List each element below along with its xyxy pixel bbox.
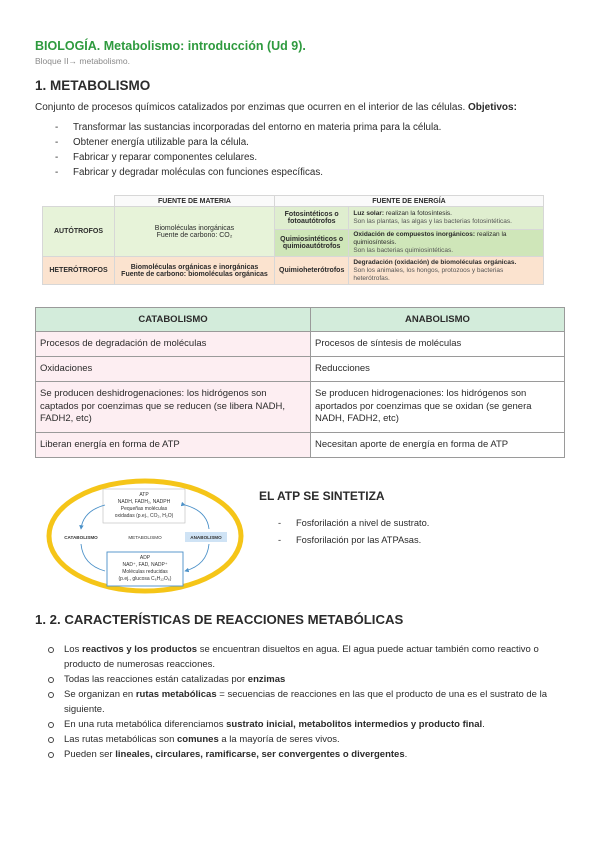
cell-fotoautotrofos: Fotosintéticos o fotoautótrofos <box>275 207 349 230</box>
cell-text: realizan la quimiosíntesis. <box>353 231 507 246</box>
item-bold: rutas metabólicas <box>135 689 217 700</box>
cell-text: Fuente de carbono: CO₂ <box>156 231 233 239</box>
nutrition-table <box>42 195 544 285</box>
table-row <box>36 332 565 357</box>
table-row <box>36 357 565 382</box>
breadcrumb: Bloque II→ metabolismo. <box>35 56 130 66</box>
table-row <box>36 382 565 433</box>
cell-text: realizan la fotosíntesis. <box>385 210 452 217</box>
page-title: BIOLOGÍA. Metabolismo: introducción (Ud 9). <box>35 39 306 53</box>
intro-bold: Objetivos: <box>468 102 517 113</box>
row-header-heterotrofos: HETERÓTROFOS <box>43 257 115 285</box>
table-cell: Liberan energía en forma de ATP <box>36 433 311 458</box>
item-text: Pueden ser <box>64 749 116 760</box>
list-item <box>46 687 566 717</box>
table-row <box>43 196 544 207</box>
cell-quimioautotrofos: Quimiosintéticos o quimioautótrofos <box>275 230 349 257</box>
diagram-label: ATP <box>139 492 149 498</box>
item-text: Los <box>64 644 82 655</box>
item-bold: comunes <box>177 734 219 745</box>
table-row <box>43 257 544 285</box>
col-header-anabolismo: ANABOLISMO <box>311 308 565 332</box>
item-text: a la mayoría de seres vivos. <box>218 734 340 745</box>
section-heading-caracteristicas: 1. 2. CARACTERÍSTICAS DE REACCIONES METABÓLICAS <box>35 612 404 627</box>
table-cell: Necesitan aporte de energía en forma de ATP <box>311 433 565 458</box>
table-cell: Oxidaciones <box>36 357 311 382</box>
list-item <box>46 747 566 762</box>
cell-materia-autotrofos <box>115 207 275 257</box>
diagram-label: Pequeñas moléculas <box>120 506 168 512</box>
intro-text: Conjunto de procesos químicos catalizados por enzimas que ocurren en el interior de las células. <box>35 102 466 113</box>
table-corner <box>43 196 115 207</box>
list-item: - Fabricar y reparar componentes celulares. <box>55 150 441 165</box>
cell-fotosintesis-desc <box>349 207 544 230</box>
cell-text: Son los animales, los hongos, protozoos y bacterias heterótrofas. <box>353 266 504 282</box>
cell-quimioheterotrofos: Quimioheterótrofos <box>275 257 349 285</box>
diagram-label: ADP <box>139 555 151 561</box>
item-bold: enzimas <box>247 674 286 685</box>
table-cell: Procesos de síntesis de moléculas <box>311 332 565 357</box>
diagram-label: NADH, FADH₂, NADPH <box>117 499 171 505</box>
item-text: = secuencias de reacciones en las que el producto de una es el sustrato de la siguiente. <box>64 689 547 715</box>
col-header-catabolismo: CATABOLISMO <box>36 308 311 332</box>
diagram-label: NAD⁺, FAD, NADP⁺ <box>122 562 168 568</box>
cell-text: Degradación (oxidación) de biomoléculas orgánicas. <box>353 258 517 266</box>
table-cell: Reducciones <box>311 357 565 382</box>
list-item: - Fabricar y degradar moléculas con funciones específicas. <box>55 165 441 180</box>
table-row <box>36 308 565 332</box>
cell-text: Luz solar: <box>353 210 385 217</box>
cell-text: Fuente de carbono: biomoléculas orgánicas <box>121 270 268 278</box>
row-header-autotrofos: AUTÓTROFOS <box>43 207 115 257</box>
table-row <box>43 207 544 230</box>
diagram-label-catabolismo: CATABOLISMO <box>64 535 98 540</box>
item-text: . <box>482 719 485 730</box>
cell-materia-heterotrofos <box>115 257 275 285</box>
item-bold: reactivos y los productos <box>81 644 198 655</box>
table-cell: Se producen hidrogenaciones: los hidrógenos son aportados por coenzimas que se oxidan (se genera NADH, FADH2, etc) <box>311 382 565 433</box>
item-text: Todas las reacciones están catalizadas por <box>64 674 248 685</box>
section-heading-metabolismo: 1. METABOLISMO <box>35 78 151 93</box>
list-item <box>46 732 566 747</box>
diagram-label: Moléculas reducidas <box>122 569 168 575</box>
list-item: - Fosforilación por las ATPAsas. <box>278 532 429 549</box>
diagram-label-anabolismo: ANABOLISMO <box>190 535 222 540</box>
item-text: Las rutas metabólicas son <box>64 734 178 745</box>
objectives-list <box>55 120 441 180</box>
table-cell: Procesos de degradación de moléculas <box>36 332 311 357</box>
catabolismo-anabolismo-table <box>35 307 565 458</box>
list-item <box>46 642 566 672</box>
list-item: - Transformar las sustancias incorporadas del entorno en materia prima para la célula. <box>55 120 441 135</box>
list-item <box>46 672 566 687</box>
diagram-label-metabolismo: METABOLISMO <box>128 535 162 540</box>
item-text: Se organizan en <box>64 689 136 700</box>
col-header-materia: FUENTE DE MATERIA <box>115 196 275 207</box>
cell-heterotrofos-desc <box>349 257 544 285</box>
table-row <box>36 433 565 458</box>
item-text: En una ruta metabólica diferenciamos <box>64 719 227 730</box>
list-item <box>46 717 566 732</box>
item-text: se encuentran disueltos en agua. El agua puede actuar también como reactivo o producto de numerosas reacciones. <box>64 644 539 670</box>
cell-text: Biomoléculas orgánicas e inorgánicas <box>130 263 259 271</box>
cell-quimiosintesis-desc <box>349 230 544 257</box>
cell-text: Son las bacterias quimiosintéticas. <box>353 247 454 254</box>
atp-list <box>278 515 429 549</box>
diagram-label: oxidadas (p.ej., CO₂, H₂O) <box>114 513 174 519</box>
atp-heading: EL ATP SE SINTETIZA <box>259 489 385 503</box>
caracteristicas-list <box>46 642 566 762</box>
cell-text: Son las plantas, las algas y las bacterias fotosintéticas. <box>353 218 512 225</box>
list-item: - Obtener energía utilizable para la célula. <box>55 135 441 150</box>
cell-text: Biomoléculas inorgánicas <box>154 224 235 232</box>
item-text: . <box>404 749 408 760</box>
item-bold: sustrato inicial, metabolitos intermedios y producto final <box>226 719 483 730</box>
col-header-energia: FUENTE DE ENERGÍA <box>275 196 544 207</box>
metabolism-cycle-diagram <box>45 477 245 595</box>
table-cell: Se producen deshidrogenaciones: los hidrógenos son captados por coenzimas que se reducen (se libera NADH, FADH2, etc) <box>36 382 311 433</box>
item-bold: lineales, circulares, ramificarse, ser convergentes o divergentes <box>115 749 405 760</box>
cell-text: Oxidación de compuestos inorgánicos: <box>353 231 476 238</box>
diagram-label: (p.ej., glucosa C₆H₁₂O₆) <box>118 576 172 582</box>
list-item: - Fosforilación a nivel de sustrato. <box>278 515 429 532</box>
intro-paragraph <box>35 102 517 113</box>
